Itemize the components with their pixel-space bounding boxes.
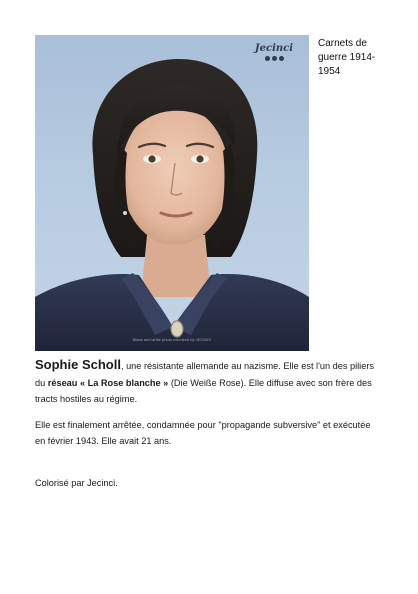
side-note-line: 1954 bbox=[318, 66, 341, 77]
bio-paragraph bbox=[35, 357, 375, 408]
side-note bbox=[318, 37, 384, 79]
watermark-text: Jecinci bbox=[254, 43, 294, 54]
bio-paragraph: Elle est finalement arrêtée, condamnée pour "propagande subversive" et exécutée en février 1943. Elle avait 21 ans. bbox=[35, 419, 371, 446]
social-icon bbox=[272, 56, 277, 61]
watermark-social-icons bbox=[249, 56, 299, 61]
colorised-by-credit: Colorisé par Jecinci. bbox=[35, 478, 118, 488]
social-icon bbox=[279, 56, 284, 61]
side-note-line: Carnets de bbox=[318, 38, 367, 49]
bio-text: , une résistante allemande au nazisme. Elle est l'un des piliers du bbox=[35, 361, 374, 388]
bio-text: (Die Weiße Rose). Elle diffuse avec son frère des tracts hostiles au régime. bbox=[35, 377, 372, 404]
person-name: Sophie Scholl bbox=[35, 357, 121, 372]
social-icon bbox=[265, 56, 270, 61]
watermark-logo bbox=[249, 43, 299, 61]
biography-text bbox=[35, 357, 375, 450]
portrait-illustration bbox=[35, 35, 309, 351]
side-note-line: guerre 1914- bbox=[318, 52, 376, 63]
photo-credit-line: Black and white photo colorized by JECINCI bbox=[132, 337, 212, 342]
portrait-photo bbox=[35, 35, 309, 351]
network-name: réseau « La Rose blanche » bbox=[47, 377, 169, 388]
